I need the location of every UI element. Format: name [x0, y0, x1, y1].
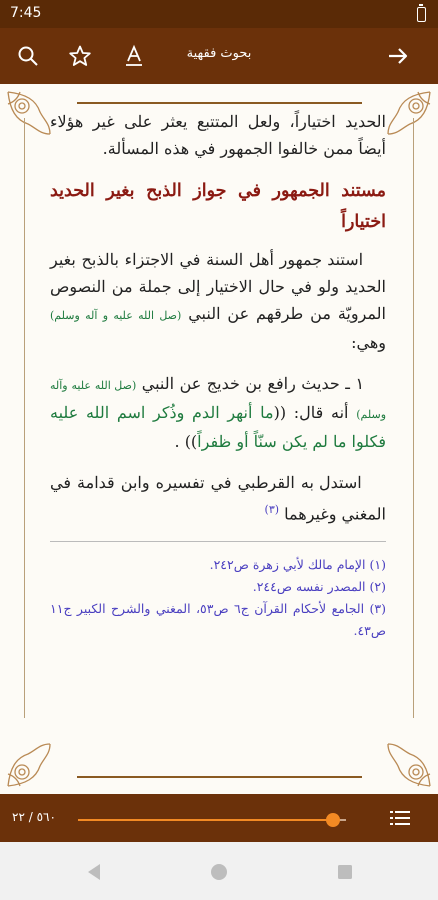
footnote-ref[interactable]: (٣)	[264, 503, 280, 516]
footnote: (٣) الجامع لأحكام القرآن ج٦ ص٥٣، المغني والشرح الكبير ج١١ ص٤٣.	[50, 601, 386, 639]
page-bottom-rule	[77, 776, 362, 778]
footnote: (١) الإمام مالك لأبي زهرة ص٢٤٢.	[209, 557, 386, 573]
paragraph	[50, 469, 386, 527]
ornament-bottom-left-icon	[6, 742, 52, 788]
page-top-rule	[77, 102, 362, 104]
hadith-quote: ما أنهر الدم وذُكر اسم الله عليه فكلوا ما لم يكن سنّاً أو ظفراً	[50, 403, 386, 451]
search-icon[interactable]	[12, 40, 44, 72]
recents-icon[interactable]	[333, 860, 357, 884]
salawat-text: (صل الله عليه و آله وسلم)	[50, 309, 182, 322]
battery-icon	[417, 7, 426, 22]
paragraph-text: وهي:	[351, 333, 386, 352]
section-heading: مستند الجمهور في جواز الذبح بغير الحديد اختياراً	[50, 181, 386, 232]
page-slider-thumb[interactable]	[326, 813, 340, 827]
paragraph	[50, 246, 386, 356]
paragraph-text: أنه قال: ((	[273, 403, 349, 422]
page-indicator: ٥٦٠ / ٢٢	[12, 810, 56, 824]
text-format-icon[interactable]	[118, 40, 150, 72]
ornament-bottom-right-icon	[386, 742, 432, 788]
page-right-border	[413, 118, 414, 718]
status-bar	[0, 0, 438, 28]
status-time: 7:45	[10, 5, 42, 21]
home-icon[interactable]	[207, 860, 231, 884]
page-left-border	[24, 118, 25, 718]
arrow-right-icon[interactable]	[382, 40, 414, 72]
paragraph-text: استند جمهور أهل السنة في الاجتزاء بالذبح بغير الحديد ولو في حال الاختيار إلى جملة من النصوص المرويّة من طرقهم عن النبي	[50, 250, 386, 323]
page-title: بحوث فقهية	[186, 46, 252, 61]
book-content	[50, 108, 386, 642]
paragraph-text: ١ ـ حديث رافع بن خديج عن النبي	[141, 374, 365, 393]
paragraph-text: استدل به القرطبي في تفسيره وابن قدامة في المغني وغيرهما	[50, 473, 386, 524]
app-toolbar	[0, 28, 438, 84]
reader-bottom-bar	[0, 794, 438, 842]
page-slider[interactable]	[78, 819, 346, 821]
system-nav-bar	[0, 842, 438, 900]
star-icon[interactable]	[64, 40, 96, 72]
table-of-contents-icon[interactable]	[386, 806, 414, 830]
paragraph: الحديد اختياراً، ولعل المتتبع يعثر على غير هؤلاء أيضاً ممن خالفوا الجمهور في هذه المسألة.	[50, 112, 386, 158]
footnote-divider	[50, 541, 386, 542]
paragraph	[50, 370, 386, 455]
footnote: (٢) المصدر نفسه ص٢٤٤.	[252, 579, 386, 595]
ornament-top-right-icon	[386, 90, 432, 136]
paragraph-text: )) .	[174, 432, 198, 451]
page-slider-fill	[78, 819, 333, 821]
ornament-top-left-icon	[6, 90, 52, 136]
back-icon[interactable]	[82, 860, 106, 884]
salawat-text: (صل الله عليه وآله وسلم)	[50, 379, 387, 421]
